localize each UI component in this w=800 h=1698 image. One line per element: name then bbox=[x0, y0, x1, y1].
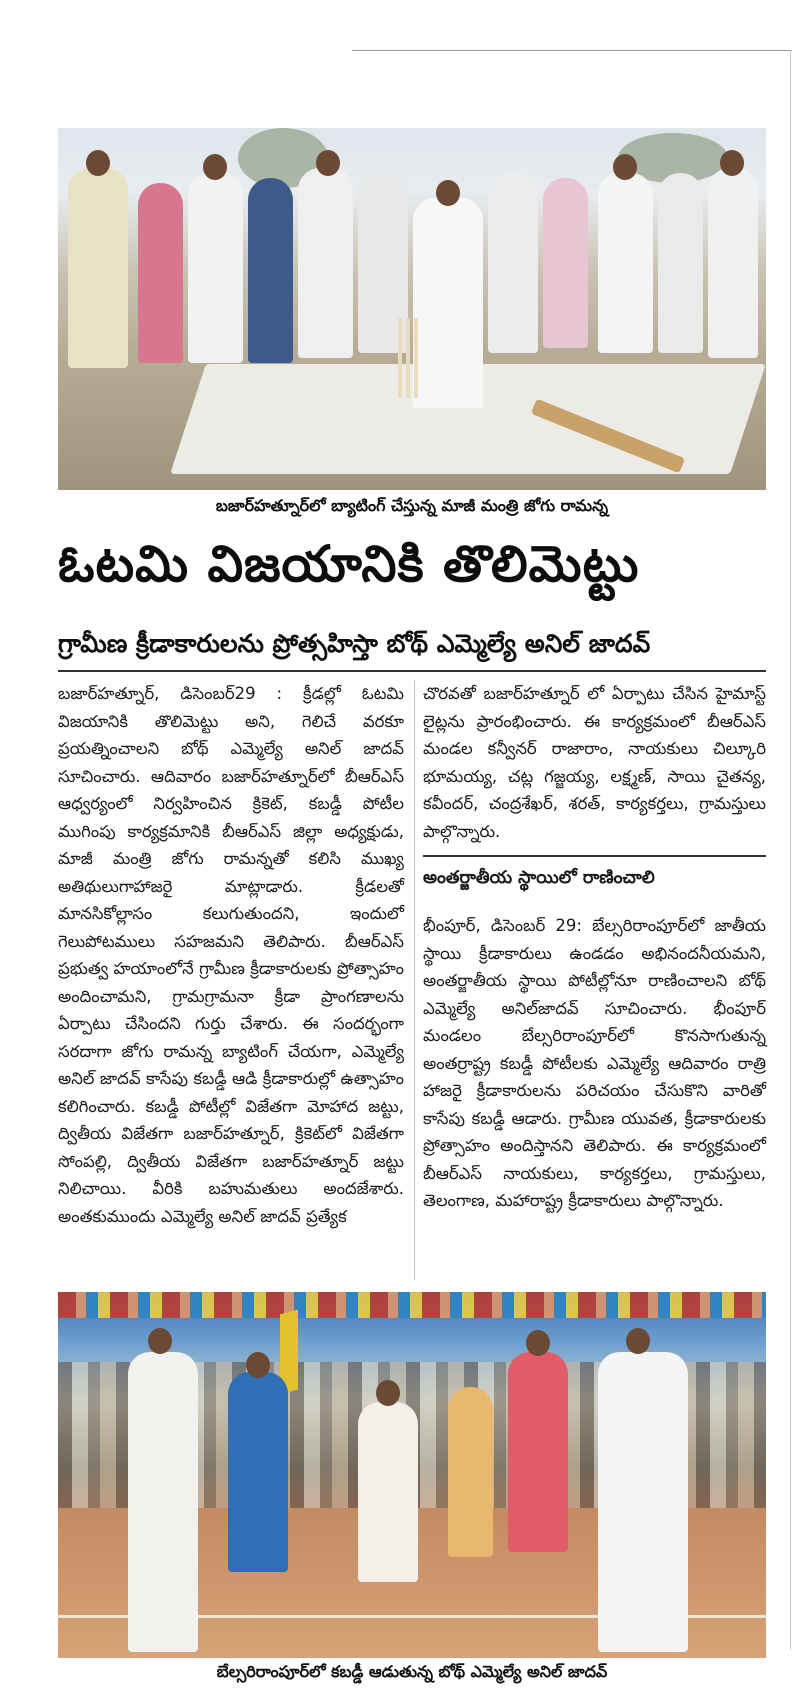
head-shape bbox=[376, 1380, 400, 1406]
article-right-text: చొరవతో బజార్‌హత్నూర్ లో ఏర్పాటు చేసిన హైమాస్ట్ లైట్లను ప్రారంభించారు. ఈ కార్యక్రమంలో బీఆర్‌ఎస్ మండల కన్వీనర్ రాజారాం, నాయకులు చిల్కూరి భూమయ్య, చట్ల గజ్జయ్య, లక్ష్మణ్, సాయి చైతన్య, కవీందర్, చంద్రశేఖర్, శరత్, కార్యకర్తలు, గ్రామస్తులు పాల్గొన్నారు. bbox=[423, 684, 766, 841]
cricket-stumps bbox=[398, 318, 420, 398]
headline: ఓటమి విజయానికి తొలిమెట్టు bbox=[58, 535, 640, 593]
kabaddi-photo bbox=[58, 1292, 766, 1658]
head-shape bbox=[436, 180, 460, 206]
sub-article-text: భీంపూర్, డిసెంబర్ 29: బేల్సరిరాంపూర్‌లో జాతీయ స్థాయి క్రీడాకారులు ఉండడం అభినందనీయమని, అంతర్జాతీయ స్థాయి పోటీల్లోనూ రాణించాలని బోథ్ ఎమ్మెల్యే అనిల్‌జాదవ్ సూచించారు. భీంపూర్ మండలం బేల్సరిరాంపూర్‌లో కొనసాగుతున్న అంతర్రాష్ట్ర కబడ్డీ పోటీలకు ఎమ్మెల్యే ఆదివారం రాత్రి హాజరై క్రీడాకారులను పరిచయం చేసుకొని వారితో కాసేపు కబడ్డీ ఆడారు. గ్రామీణ యువత, క్రీడాకారులకు ప్రోత్సాహం అందిస్తానని తెలిపారు. ఈ కార్యక్రమంలో బీఆర్‌ఎస్ నాయకులు, కార్యకర్తలు, గ్రామస్తులు, తెలంగాణ, మహారాష్ట్ర క్రీడాకారులు పాల్గొన్నారు. bbox=[423, 916, 766, 1210]
spectator bbox=[298, 168, 353, 358]
article-right-column bbox=[423, 680, 766, 845]
column-separator bbox=[414, 680, 415, 1280]
bottom-photo-caption: బేల్సరిరాంపూర్‌లో కబడ్డీ ఆడుతున్న బోథ్ ఎమ్మెల్యే అనిల్ జాదవ్ bbox=[216, 1662, 608, 1681]
top-photo-caption: బజార్‌హత్నూర్‌లో బ్యాటింగ్ చేస్తున్న మాజీ మంత్రి జోగు రామన్న bbox=[215, 496, 609, 515]
right-rule bbox=[790, 50, 791, 1650]
player bbox=[448, 1387, 493, 1557]
head-shape bbox=[613, 154, 637, 180]
player bbox=[508, 1352, 568, 1552]
head-shape bbox=[626, 1328, 650, 1354]
article-left-text: బజార్‌హత్నూర్, డిసెంబర్29 : క్రీడల్లో ఓటమి విజయానికి తొలిమెట్టు అని, గెలిచే వరకూ ప్రయత్నించాలని బోథ్ ఎమ్మెల్యే అనిల్ జాదవ్ సూచించారు. ఆదివారం బజార్‌హత్నూర్‌లో బీఆర్‌ఎస్ ఆధ్వర్యంలో నిర్వహించిన క్రికెట్, కబడ్డీ పోటీల ముగింపు కార్యక్రమానికి బీఆర్‌ఎస్ జిల్లా అధ్యక్షుడు, మాజీ మంత్రి జోగు రామన్నతో కలిసి ముఖ్య అతిథులుగాహాజరై మాట్లాడారు. క్రీడలతో మానసికోల్లాసం కలుగుతుందని, ఇందులో గెలుపోటములు సహజమని తెలిపారు. బీఆర్‌ఎస్ ప్రభుత్వ హయాంలోనే గ్రామీణ క్రీడాకారులకు ప్రోత్సాహం అందించామని, గ్రామగ్రామనా క్రీడా ప్రాంగణాలను ఏర్పాటు చేసిందని గుర్తు చేశారు. ఈ సందర్భంగా సరదాగా జోగు రామన్న బ్యాటింగ్ చేయగా, ఎమ్మెల్యే అనిల్ జాదవ్ కాసేపు కబడ్డీ ఆడి క్రీడాకారుల్లో ఉత్సాహం కలిగించారు. కబడ్డీ పోటీల్లో విజేతగా మోహాద జట్టు, ద్వితీయ విజేతగా బజార్‌హత్నూర్, క్రికెట్‌లో విజేతగా సోంపల్లి, ద్వితీయ విజేతగా బజార్‌హత్నూర్ జట్టు నిలిచాయి. వీరికి బహుమతులు అందజేశారు. అంతకుముందు ఎమ్మెల్యే అనిల్ జాదవ్ ప్రత్యేక bbox=[58, 684, 404, 1226]
head-shape bbox=[246, 1352, 270, 1378]
cricket-photo bbox=[58, 128, 766, 490]
spectator bbox=[488, 173, 538, 353]
spectator bbox=[138, 183, 183, 363]
batsman bbox=[413, 198, 483, 408]
spectator bbox=[543, 178, 588, 348]
head-shape bbox=[86, 150, 110, 176]
head-shape bbox=[526, 1330, 550, 1356]
spectator bbox=[598, 173, 653, 353]
head-shape bbox=[148, 1328, 172, 1354]
bunting-decoration bbox=[58, 1292, 766, 1318]
sub-article-heading: అంతర్జాతీయ స్థాయిలో రాణించాలి bbox=[423, 855, 766, 893]
headline-divider bbox=[58, 670, 766, 672]
player bbox=[358, 1402, 418, 1582]
spectator bbox=[708, 168, 758, 358]
head-shape bbox=[203, 154, 227, 180]
subheadline: గ్రామీణ క్రీడాకారులను ప్రోత్సహిస్తా బోథ్ ఎమ్మెల్యే అనిల్ జాదవ్ bbox=[58, 629, 651, 658]
player bbox=[598, 1352, 688, 1652]
spectator bbox=[188, 173, 243, 363]
mla-figure bbox=[128, 1352, 198, 1652]
head-shape bbox=[720, 150, 744, 176]
spectator bbox=[248, 178, 293, 363]
sub-article-column bbox=[423, 912, 766, 1215]
article-left-column bbox=[58, 680, 404, 1230]
head-shape bbox=[316, 150, 340, 176]
spectator bbox=[658, 173, 703, 353]
spectator bbox=[68, 168, 128, 368]
player bbox=[228, 1372, 288, 1572]
top-rule bbox=[352, 50, 792, 51]
